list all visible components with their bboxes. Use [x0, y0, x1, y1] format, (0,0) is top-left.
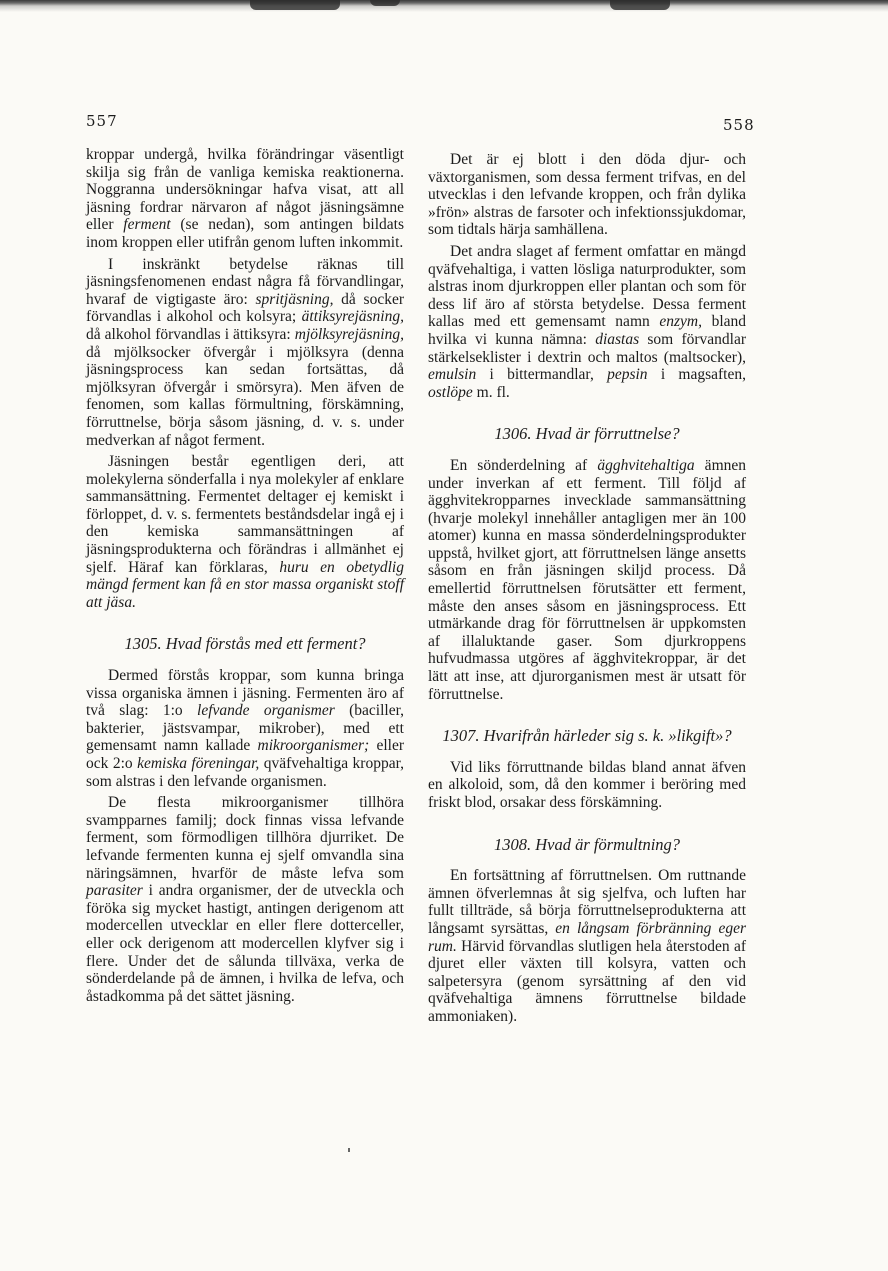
paragraph: Det är ej blott i den döda djur- och växtorganismen, som dessa ferment trifvas, en del utvecklas i den lefvande kroppen, och från dylika »frön» alstras de farsoter och infektionssjukdomar, som tidtals härja samhällena. — [428, 151, 746, 239]
paragraph: kroppar undergå, hvilka förändringar väsentligt skilja sig från de vanliga kemiska reaktionerna. Noggranna undersökningar hafva visat, att all jäsning fordrar närvaron af något jäsningsämne eller ferment (se nedan), som antingen bildats inom kroppen eller utifrån genom luften inkommit. — [86, 146, 404, 251]
paragraph: De flesta mikroorganismer tillhöra svampparnes familj; dock finnas vissa lefvande ferment, som förmodligen tillhöra djurriket. De lefvande fermenten kunna ej sjelf omvandla sina näringsämnen, hvarför de måste lefva som parasiter i andra organismer, der de utveckla och föröka sig mycket hastigt, antingen derigenom att modercellen utvecklar en eller flere dotterceller, eller ock derigenom att modercellen klyfver sig i flere. Under det de sålunda tillväxa, verka de sönderdelande på de ämnen, i hvilka de lefva, och åstadkomma på det sättet jäsning. — [86, 794, 404, 1005]
page-number-right: 558 — [723, 116, 755, 134]
question-heading: 1306. Hvad är förruttnelse? — [494, 424, 680, 444]
paragraph: Det andra slaget af ferment omfattar en mängd qväfvehaltiga, i vatten lösliga naturprodukter, som alstras inom djurkroppen eller plantan och som för dess lif äro af största betydelse. Dessa ferment kallas med ett gemensamt namn enzym, bland hvilka vi kunna nämna: diastas som förvandlar stärkelseklister i dextrin och maltos (maltsocker), emulsin i bittermandlar, pepsin i magsaften, ostlöpe m. fl. — [428, 242, 747, 401]
question-heading: 1307. Hvarifrån härleder sig s. k. »likgift»? — [442, 726, 732, 746]
question-heading: 1305. Hvad förstås med ett ferment? — [124, 634, 366, 654]
scan-speck — [610, 0, 670, 10]
right-column — [428, 151, 746, 1030]
scan-speck — [370, 0, 400, 6]
paragraph: Vid liks förruttnande bildas bland annat äfven en alkoloid, som, då den kommer i beröring med friskt blod, orsakar dess förskämning. — [428, 758, 746, 811]
scan-speck — [348, 1148, 350, 1152]
scan-speck — [250, 0, 340, 10]
paragraph: En fortsättning af förruttnelsen. Om ruttnande ämnen öfverlemnas åt sig sjelfva, och luften har fullt tillträde, så börja förruttnelseprodukterna att långsamt syrsättas, en långsam förbränning eger rum. Härvid förvandlas slutligen hela återstoden af djuret eller växten till kolsyra, vatten och salpetersyra (genom syrsättning af den vid qväfvehaltiga ämnens förruttnelse bildade ammoniaken). — [428, 867, 746, 1025]
paragraph: I inskränkt betydelse räknas till jäsningsfenomenen endast några få förvandlingar, hvaraf de vigtigaste äro: spritjäsning, då socker förvandlas i alkohol och kolsyra; ättiksyrejäsning, då alkohol förvandlas i ättiksyra: mjölksyrejäsning, då mjölksocker öfvergår i mjölksyra (denna jäsningsprocess kan sedan fortsättas, då mjölksyran öfvergår i smörsyra). Men äfven de fenomen, som kallas förmultning, förskämning, förruttnelse, börja såsom jäsning, d. v. s. under medverkan af något ferment. — [86, 255, 404, 449]
question-heading: 1308. Hvad är förmultning? — [493, 834, 681, 854]
paragraph: Dermed förstås kroppar, som kunna bringa vissa organiska ämnen i jäsning. Fermenten äro af två slag: 1:o lefvande organismer (baciller, bakterier, jästsvampar, mikrober), med ett gemensamt namn kallade mikroorganismer; eller ock 2:o kemiska föreningar, qväfvehaltiga kroppar, som alstras i den lefvande organismen. — [86, 667, 405, 790]
left-column — [86, 146, 404, 1009]
paragraph: En sönderdelning af ägghvitehaltiga ämnen under inverkan af ett ferment. Till följd af ägghvitekropparnes invecklade sammansättning (hvarje molekyl innehåller antagligen mer än 100 atomer) kunna en massa sönderdelningsprodukter uppstå, hvilket gjort, att förruttnelsen länge ansetts såsom en från jäsningen skiljd process. Då emellertid förruttnelsen förutsätter ett ferment, måste den anses såsom en jäsningsprocess. Ett utmärkande drag för förruttnelsen är uppkomsten af illaluktande gaser. Som djurkroppens hufvudmassa utgöres af ägghvitekroppar, är det lätt att inse, att djurorganismen mest är utsatt för förruttnelse. — [428, 456, 746, 703]
scan-edge-shadow — [0, 0, 888, 14]
paragraph: Jäsningen består egentligen deri, att molekylerna sönderfalla i nya molekyler af enklare sammansättning. Fermentet deltager ej kemiskt i förloppet, d. v. s. fermentets beståndsdelar ingå ej i den kemiska sammansättningen af jäsningsprodukterna och förändras i allmänhet ej sjelf. Häraf kan förklaras, huru en obetydlig mängd ferment kan få en stor massa organiskt stoff att jäsa. — [86, 453, 404, 611]
page-number-left: 557 — [86, 112, 118, 130]
